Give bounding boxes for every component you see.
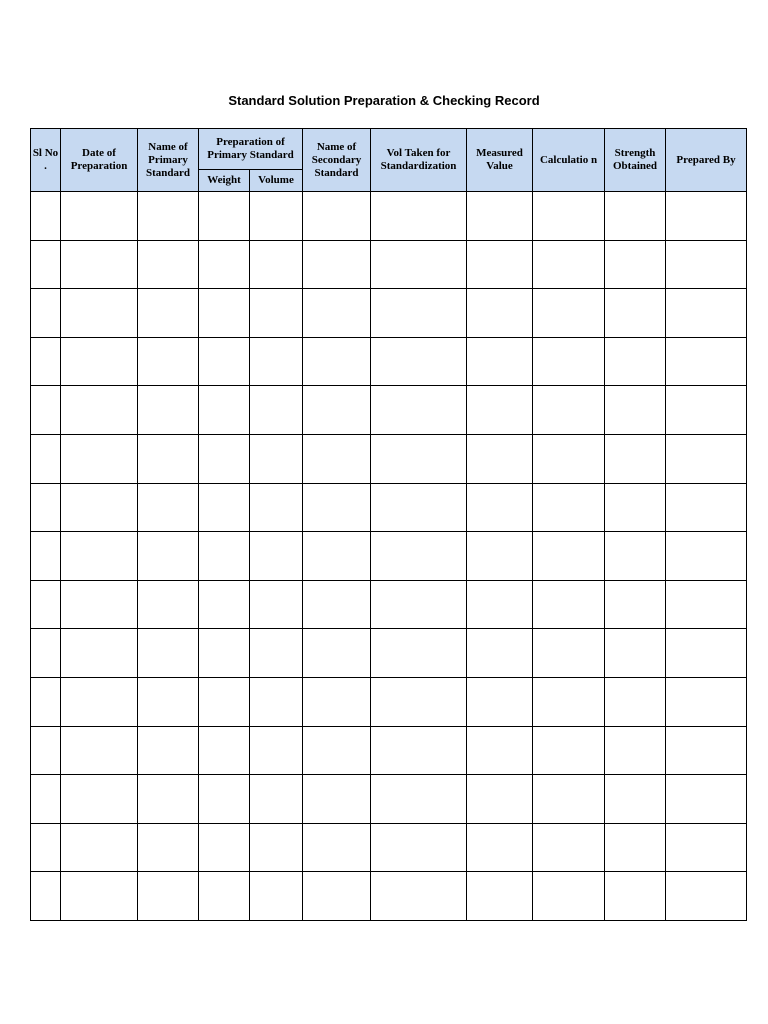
- cell-strength-obtained[interactable]: [605, 386, 666, 435]
- cell-volume[interactable]: [250, 289, 303, 338]
- cell-sl-no[interactable]: [31, 240, 61, 289]
- cell-calculation[interactable]: [533, 726, 605, 775]
- cell-volume[interactable]: [250, 240, 303, 289]
- cell-vol-taken[interactable]: [371, 240, 467, 289]
- cell-measured-value[interactable]: [467, 289, 533, 338]
- table-row: [31, 386, 747, 435]
- cell-primary-standard-name[interactable]: [138, 240, 199, 289]
- cell-prepared-by[interactable]: [666, 775, 747, 824]
- cell-calculation[interactable]: [533, 386, 605, 435]
- table-row: [31, 677, 747, 726]
- header-volume: Volume: [250, 170, 303, 192]
- cell-vol-taken[interactable]: [371, 677, 467, 726]
- cell-measured-value[interactable]: [467, 677, 533, 726]
- cell-strength-obtained[interactable]: [605, 337, 666, 386]
- cell-secondary-standard-name[interactable]: [303, 872, 371, 921]
- cell-volume[interactable]: [250, 434, 303, 483]
- cell-measured-value[interactable]: [467, 629, 533, 678]
- cell-secondary-standard-name[interactable]: [303, 775, 371, 824]
- cell-prepared-by[interactable]: [666, 872, 747, 921]
- cell-weight[interactable]: [199, 580, 250, 629]
- header-measured-value: Measured Value: [467, 129, 533, 192]
- cell-date-of-preparation[interactable]: [61, 483, 138, 532]
- table-row: [31, 532, 747, 581]
- cell-calculation[interactable]: [533, 823, 605, 872]
- cell-sl-no[interactable]: [31, 483, 61, 532]
- cell-weight[interactable]: [199, 434, 250, 483]
- cell-weight[interactable]: [199, 726, 250, 775]
- cell-volume[interactable]: [250, 483, 303, 532]
- cell-date-of-preparation[interactable]: [61, 192, 138, 241]
- cell-prepared-by[interactable]: [666, 434, 747, 483]
- cell-sl-no[interactable]: [31, 775, 61, 824]
- cell-prepared-by[interactable]: [666, 337, 747, 386]
- cell-strength-obtained[interactable]: [605, 775, 666, 824]
- cell-prepared-by[interactable]: [666, 580, 747, 629]
- table-row: [31, 192, 747, 241]
- cell-date-of-preparation[interactable]: [61, 580, 138, 629]
- cell-strength-obtained[interactable]: [605, 289, 666, 338]
- cell-measured-value[interactable]: [467, 580, 533, 629]
- record-table: [30, 128, 747, 921]
- cell-measured-value[interactable]: [467, 775, 533, 824]
- cell-sl-no[interactable]: [31, 823, 61, 872]
- cell-strength-obtained[interactable]: [605, 192, 666, 241]
- cell-secondary-standard-name[interactable]: [303, 240, 371, 289]
- table-row: [31, 289, 747, 338]
- cell-prepared-by[interactable]: [666, 532, 747, 581]
- cell-calculation[interactable]: [533, 677, 605, 726]
- cell-prepared-by[interactable]: [666, 192, 747, 241]
- cell-sl-no[interactable]: [31, 872, 61, 921]
- cell-weight[interactable]: [199, 823, 250, 872]
- cell-vol-taken[interactable]: [371, 337, 467, 386]
- cell-calculation[interactable]: [533, 240, 605, 289]
- cell-primary-standard-name[interactable]: [138, 775, 199, 824]
- cell-date-of-preparation[interactable]: [61, 726, 138, 775]
- cell-primary-standard-name[interactable]: [138, 872, 199, 921]
- header-weight: Weight: [199, 170, 250, 192]
- cell-date-of-preparation[interactable]: [61, 337, 138, 386]
- cell-date-of-preparation[interactable]: [61, 386, 138, 435]
- cell-sl-no[interactable]: [31, 580, 61, 629]
- table-row: [31, 823, 747, 872]
- cell-measured-value[interactable]: [467, 726, 533, 775]
- cell-secondary-standard-name[interactable]: [303, 823, 371, 872]
- cell-secondary-standard-name[interactable]: [303, 192, 371, 241]
- cell-volume[interactable]: [250, 677, 303, 726]
- cell-strength-obtained[interactable]: [605, 483, 666, 532]
- cell-primary-standard-name[interactable]: [138, 580, 199, 629]
- cell-measured-value[interactable]: [467, 240, 533, 289]
- cell-sl-no[interactable]: [31, 677, 61, 726]
- cell-volume[interactable]: [250, 629, 303, 678]
- cell-primary-standard-name[interactable]: [138, 532, 199, 581]
- cell-measured-value[interactable]: [467, 483, 533, 532]
- cell-primary-standard-name[interactable]: [138, 386, 199, 435]
- cell-prepared-by[interactable]: [666, 240, 747, 289]
- cell-strength-obtained[interactable]: [605, 434, 666, 483]
- cell-calculation[interactable]: [533, 775, 605, 824]
- cell-primary-standard-name[interactable]: [138, 434, 199, 483]
- cell-volume[interactable]: [250, 823, 303, 872]
- cell-prepared-by[interactable]: [666, 483, 747, 532]
- cell-vol-taken[interactable]: [371, 629, 467, 678]
- cell-vol-taken[interactable]: [371, 532, 467, 581]
- cell-sl-no[interactable]: [31, 289, 61, 338]
- cell-prepared-by[interactable]: [666, 823, 747, 872]
- cell-primary-standard-name[interactable]: [138, 823, 199, 872]
- cell-vol-taken[interactable]: [371, 872, 467, 921]
- header-secondary-standard-name: Name of Secondary Standard: [303, 129, 371, 192]
- cell-vol-taken[interactable]: [371, 289, 467, 338]
- table-row: [31, 434, 747, 483]
- cell-strength-obtained[interactable]: [605, 629, 666, 678]
- cell-weight[interactable]: [199, 629, 250, 678]
- cell-sl-no[interactable]: [31, 386, 61, 435]
- header-date-of-preparation: Date of Preparation: [61, 129, 138, 192]
- header-primary-standard-name: Name of Primary Standard: [138, 129, 199, 192]
- cell-secondary-standard-name[interactable]: [303, 629, 371, 678]
- cell-calculation[interactable]: [533, 629, 605, 678]
- cell-secondary-standard-name[interactable]: [303, 434, 371, 483]
- cell-prepared-by[interactable]: [666, 289, 747, 338]
- cell-primary-standard-name[interactable]: [138, 483, 199, 532]
- cell-secondary-standard-name[interactable]: [303, 532, 371, 581]
- cell-volume[interactable]: [250, 580, 303, 629]
- cell-prepared-by[interactable]: [666, 386, 747, 435]
- cell-sl-no[interactable]: [31, 192, 61, 241]
- cell-weight[interactable]: [199, 386, 250, 435]
- cell-calculation[interactable]: [533, 434, 605, 483]
- table-row: [31, 726, 747, 775]
- cell-primary-standard-name[interactable]: [138, 289, 199, 338]
- cell-vol-taken[interactable]: [371, 775, 467, 824]
- cell-measured-value[interactable]: [467, 192, 533, 241]
- cell-primary-standard-name[interactable]: [138, 192, 199, 241]
- cell-primary-standard-name[interactable]: [138, 337, 199, 386]
- cell-calculation[interactable]: [533, 337, 605, 386]
- cell-weight[interactable]: [199, 677, 250, 726]
- cell-calculation[interactable]: [533, 289, 605, 338]
- cell-secondary-standard-name[interactable]: [303, 677, 371, 726]
- record-body: [31, 192, 747, 921]
- table-row: [31, 775, 747, 824]
- cell-vol-taken[interactable]: [371, 823, 467, 872]
- cell-vol-taken[interactable]: [371, 726, 467, 775]
- cell-volume[interactable]: [250, 337, 303, 386]
- cell-strength-obtained[interactable]: [605, 240, 666, 289]
- cell-sl-no[interactable]: [31, 434, 61, 483]
- cell-sl-no[interactable]: [31, 726, 61, 775]
- table-row: [31, 580, 747, 629]
- cell-weight[interactable]: [199, 192, 250, 241]
- cell-weight[interactable]: [199, 289, 250, 338]
- cell-date-of-preparation[interactable]: [61, 532, 138, 581]
- cell-date-of-preparation[interactable]: [61, 629, 138, 678]
- cell-measured-value[interactable]: [467, 337, 533, 386]
- table-row: [31, 337, 747, 386]
- cell-date-of-preparation[interactable]: [61, 677, 138, 726]
- table-row: [31, 240, 747, 289]
- cell-strength-obtained[interactable]: [605, 872, 666, 921]
- header-prepared-by: Prepared By: [666, 129, 747, 192]
- table-row: [31, 872, 747, 921]
- cell-secondary-standard-name[interactable]: [303, 386, 371, 435]
- cell-prepared-by[interactable]: [666, 629, 747, 678]
- cell-primary-standard-name[interactable]: [138, 726, 199, 775]
- cell-volume[interactable]: [250, 532, 303, 581]
- cell-sl-no[interactable]: [31, 629, 61, 678]
- cell-secondary-standard-name[interactable]: [303, 726, 371, 775]
- cell-prepared-by[interactable]: [666, 726, 747, 775]
- cell-date-of-preparation[interactable]: [61, 434, 138, 483]
- cell-volume[interactable]: [250, 775, 303, 824]
- cell-strength-obtained[interactable]: [605, 580, 666, 629]
- cell-volume[interactable]: [250, 726, 303, 775]
- cell-weight[interactable]: [199, 483, 250, 532]
- header-sl-no: Sl No .: [31, 129, 61, 192]
- page-title: Standard Solution Preparation & Checking Record: [228, 93, 540, 108]
- cell-weight[interactable]: [199, 337, 250, 386]
- cell-measured-value[interactable]: [467, 872, 533, 921]
- cell-strength-obtained[interactable]: [605, 823, 666, 872]
- cell-secondary-standard-name[interactable]: [303, 483, 371, 532]
- cell-volume[interactable]: [250, 386, 303, 435]
- cell-secondary-standard-name[interactable]: [303, 580, 371, 629]
- cell-vol-taken[interactable]: [371, 192, 467, 241]
- header-row: [31, 129, 747, 170]
- cell-secondary-standard-name[interactable]: [303, 289, 371, 338]
- cell-measured-value[interactable]: [467, 532, 533, 581]
- cell-sl-no[interactable]: [31, 532, 61, 581]
- table-row: [31, 483, 747, 532]
- cell-calculation[interactable]: [533, 872, 605, 921]
- cell-date-of-preparation[interactable]: [61, 240, 138, 289]
- cell-volume[interactable]: [250, 872, 303, 921]
- cell-secondary-standard-name[interactable]: [303, 337, 371, 386]
- cell-calculation[interactable]: [533, 532, 605, 581]
- cell-primary-standard-name[interactable]: [138, 677, 199, 726]
- cell-strength-obtained[interactable]: [605, 532, 666, 581]
- cell-prepared-by[interactable]: [666, 677, 747, 726]
- cell-strength-obtained[interactable]: [605, 677, 666, 726]
- cell-vol-taken[interactable]: [371, 580, 467, 629]
- cell-calculation[interactable]: [533, 483, 605, 532]
- cell-measured-value[interactable]: [467, 823, 533, 872]
- cell-vol-taken[interactable]: [371, 386, 467, 435]
- cell-date-of-preparation[interactable]: [61, 872, 138, 921]
- cell-measured-value[interactable]: [467, 434, 533, 483]
- cell-date-of-preparation[interactable]: [61, 775, 138, 824]
- cell-vol-taken[interactable]: [371, 434, 467, 483]
- table-row: [31, 629, 747, 678]
- cell-measured-value[interactable]: [467, 386, 533, 435]
- header-calculation: Calculatio n: [533, 129, 605, 192]
- cell-strength-obtained[interactable]: [605, 726, 666, 775]
- cell-vol-taken[interactable]: [371, 483, 467, 532]
- cell-sl-no[interactable]: [31, 337, 61, 386]
- cell-weight[interactable]: [199, 872, 250, 921]
- header-primary-standard-preparation: Preparation of Primary Standard: [199, 129, 303, 170]
- cell-weight[interactable]: [199, 240, 250, 289]
- cell-weight[interactable]: [199, 532, 250, 581]
- header-vol-taken: Vol Taken for Standardization: [371, 129, 467, 192]
- cell-date-of-preparation[interactable]: [61, 823, 138, 872]
- cell-calculation[interactable]: [533, 580, 605, 629]
- cell-date-of-preparation[interactable]: [61, 289, 138, 338]
- header-strength-obtained: Strength Obtained: [605, 129, 666, 192]
- cell-calculation[interactable]: [533, 192, 605, 241]
- cell-primary-standard-name[interactable]: [138, 629, 199, 678]
- cell-volume[interactable]: [250, 192, 303, 241]
- cell-weight[interactable]: [199, 775, 250, 824]
